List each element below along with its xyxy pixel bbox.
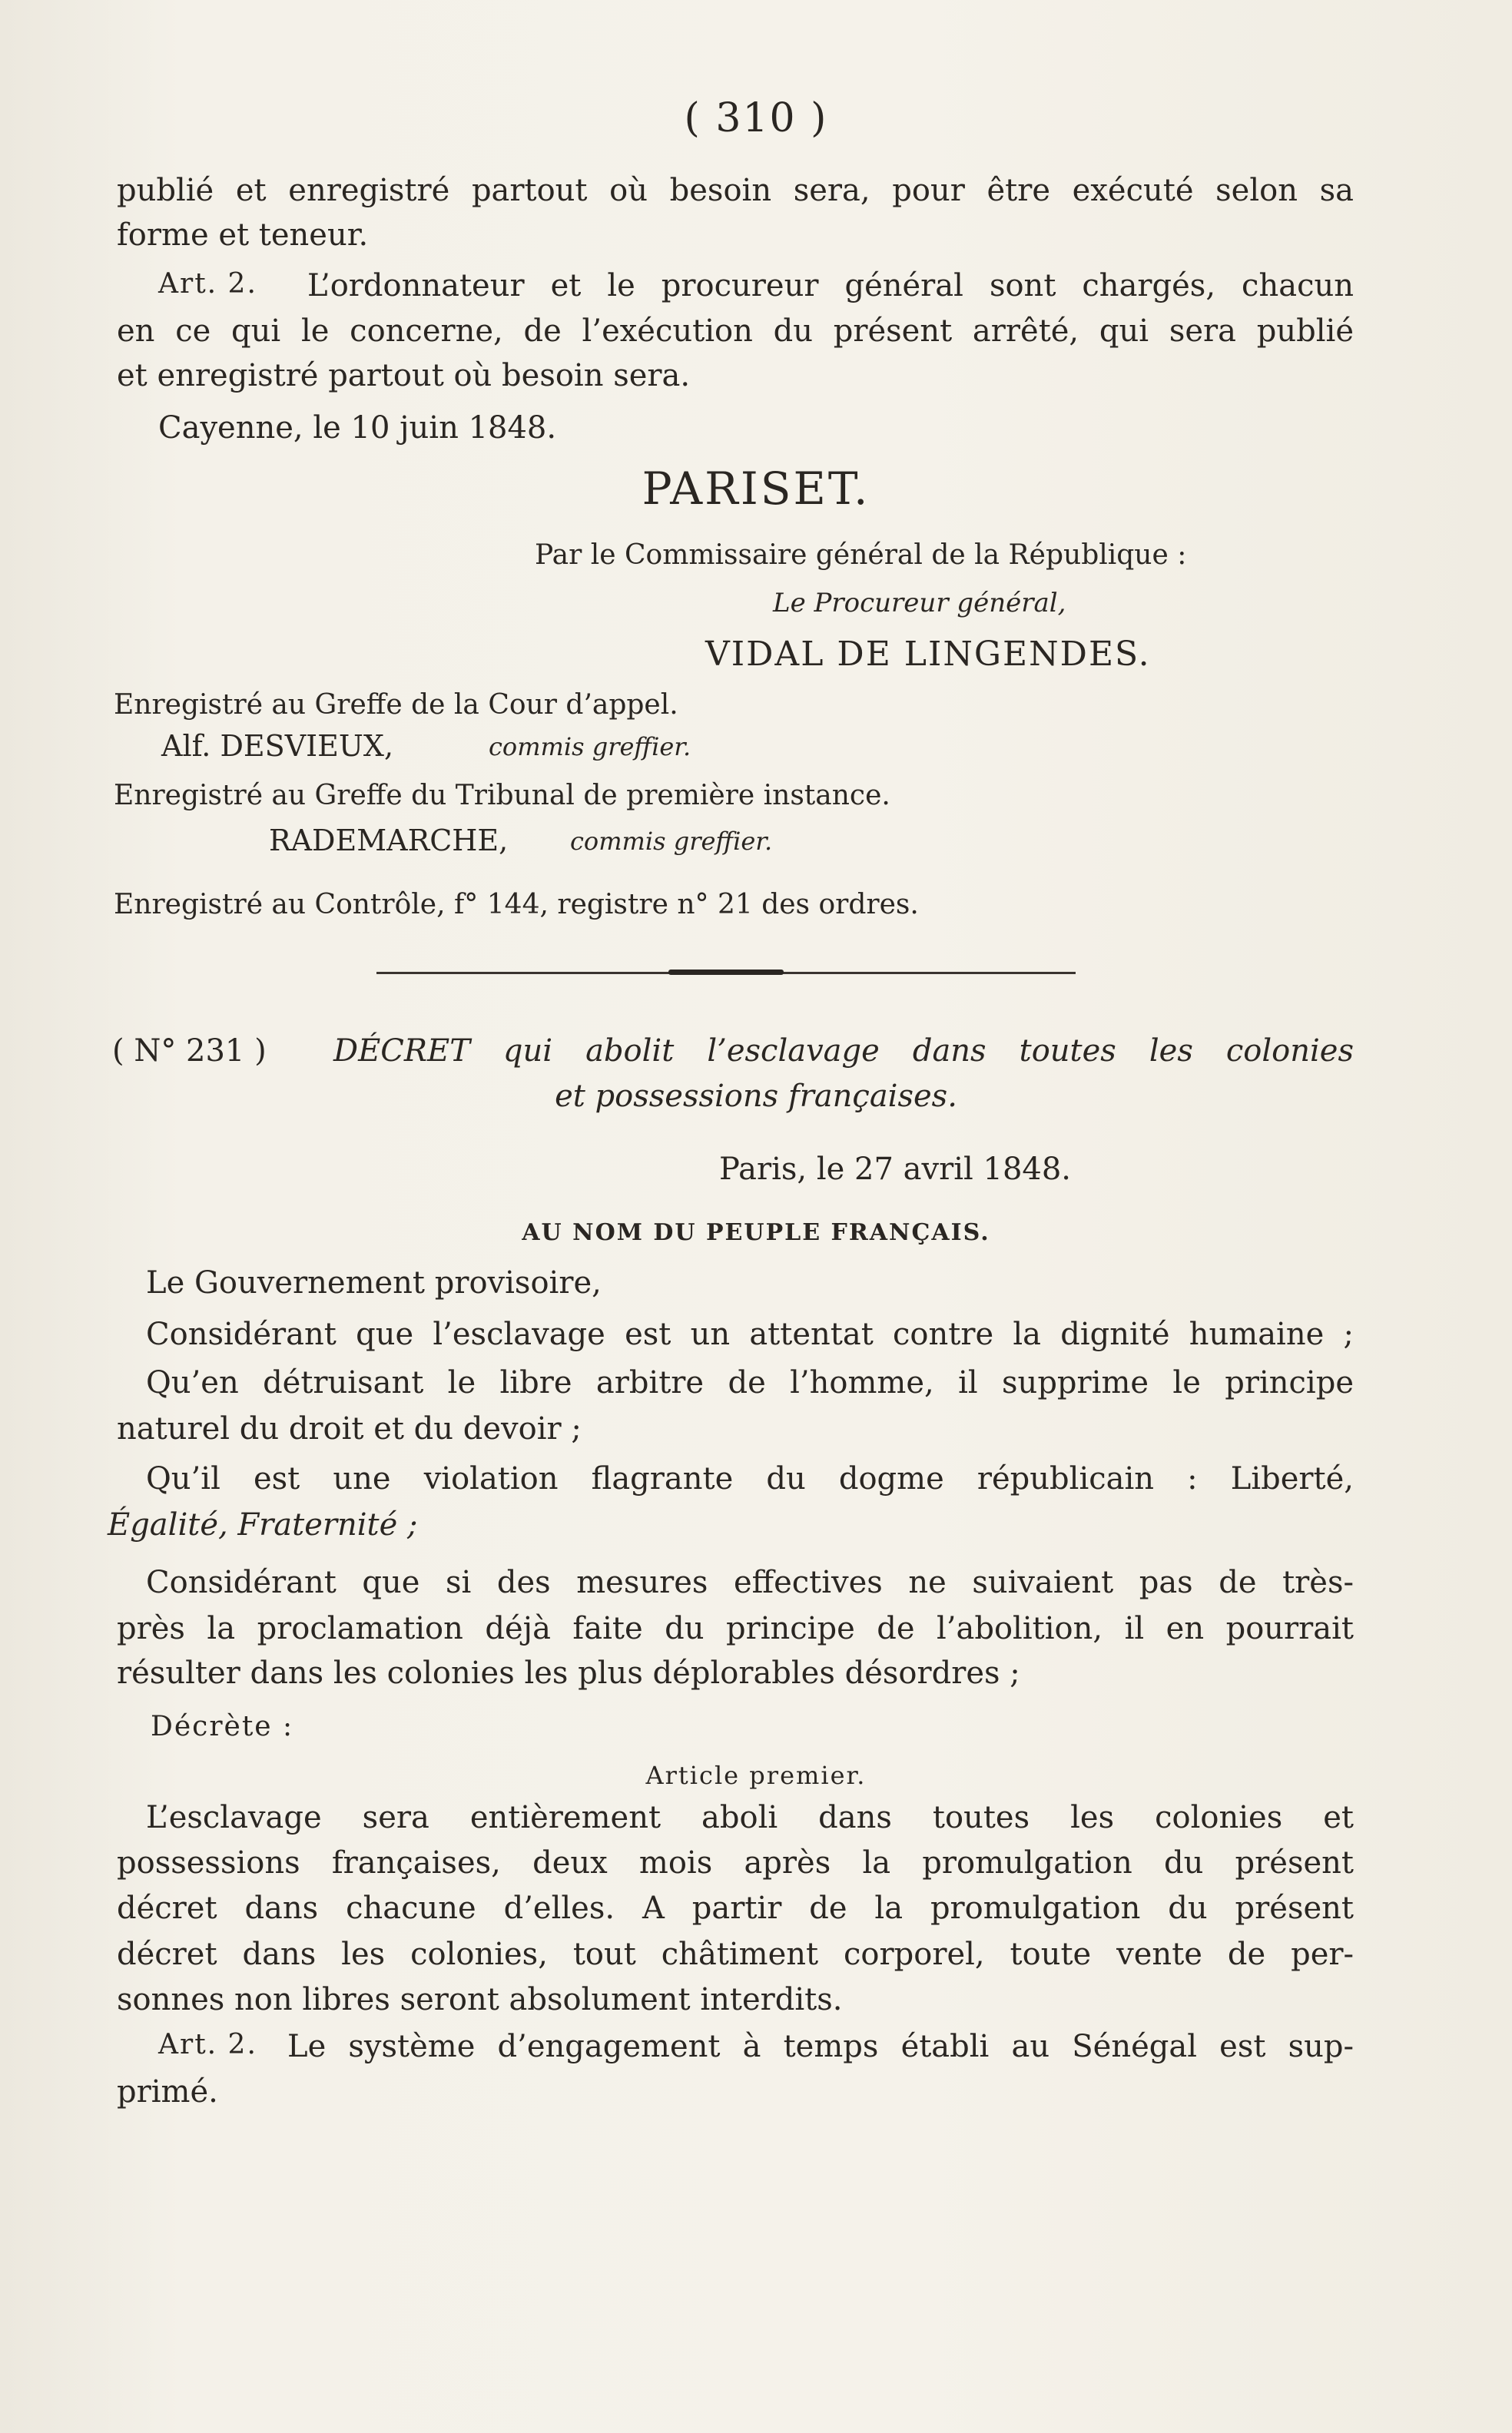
decree-title: et possessions françaises. xyxy=(555,1079,957,1114)
registration-line: Enregistré au Contrôle, f° 144, registre n° 21 des ordres. xyxy=(114,889,919,920)
section-divider-ornament xyxy=(668,970,784,975)
decree-number: ( N° 231 ) xyxy=(112,1033,267,1069)
preamble-line: Le Gouvernement provisoire, xyxy=(146,1265,602,1301)
clerk-title: commis greffier. xyxy=(489,732,691,761)
article-line: possessions françaises, deux mois après la promulgation du présent xyxy=(117,1845,1354,1881)
body-line: forme et teneur. xyxy=(117,217,369,253)
article-line: L’esclavage sera entièrement aboli dans toutes les colonies et xyxy=(146,1800,1354,1835)
preamble-line: près la proclamation déjà faite du principe de l’abolition, il en pourrait xyxy=(117,1611,1354,1646)
clerk-name: RADEMARCHE, xyxy=(269,824,509,857)
registration-line: Enregistré au Greffe du Tribunal de première instance. xyxy=(114,780,890,811)
clerk-name: Alf. DESVIEUX, xyxy=(161,729,394,763)
registration-line: Enregistré au Greffe de la Cour d’appel. xyxy=(114,689,678,721)
article-label: Art. 2. xyxy=(158,2029,257,2060)
decree-date: Paris, le 27 avril 1848. xyxy=(719,1152,1072,1187)
decree-title: DÉCRET qui abolit l’esclavage dans toutes les colonies xyxy=(333,1033,1354,1069)
preamble-line: Qu’il est une violation flagrante du dogme républicain : Liberté, xyxy=(146,1461,1354,1497)
decrete-label: Décrète : xyxy=(151,1711,294,1742)
preamble-line: Égalité, Fraternité ; xyxy=(108,1507,418,1543)
body-line: en ce qui le concerne, de l’exécution du présent arrêté, qui sera publié xyxy=(117,313,1354,349)
procureur-name: VIDAL DE LINGENDES. xyxy=(705,635,1151,674)
article-line: primé. xyxy=(117,2074,218,2110)
place-date: Cayenne, le 10 juin 1848. xyxy=(158,410,557,446)
article-line: sonnes non libres seront absolument interdits. xyxy=(117,1982,843,2017)
signatory-name: PARISET. xyxy=(642,462,870,515)
preamble-line: Considérant que si des mesures effectives ne suivaient pas de très- xyxy=(146,1565,1354,1600)
preamble-line: résulter dans les colonies les plus déplorables désordres ; xyxy=(117,1656,1020,1691)
article-line: décret dans les colonies, tout châtiment corporel, toute vente de per- xyxy=(117,1937,1354,1972)
article-line: décret dans chacune d’elles. A partir de la promulgation du présent xyxy=(117,1891,1354,1926)
procureur-title: Le Procureur général, xyxy=(773,588,1066,618)
preamble-line: Considérant que l’esclavage est un attentat contre la dignité humaine ; xyxy=(146,1317,1354,1352)
article-heading: Article premier. xyxy=(645,1761,867,1790)
clerk-title: commis greffier. xyxy=(570,827,773,856)
preamble-line: naturel du droit et du devoir ; xyxy=(117,1411,582,1447)
preamble-line: Qu’en détruisant le libre arbitre de l’homme, il supprime le principe xyxy=(146,1365,1354,1400)
body-line: L’ordonnateur et le procureur général sont chargés, chacun xyxy=(307,268,1354,303)
by-order-line: Par le Commissaire général de la République : xyxy=(535,539,1187,571)
article-line: Le système d’engagement à temps établi au Sénégal est sup- xyxy=(287,2029,1354,2064)
body-line: et enregistré partout où besoin sera. xyxy=(117,358,691,393)
nation-heading: AU NOM DU PEUPLE FRANÇAIS. xyxy=(522,1219,990,1246)
page-number: ( 310 ) xyxy=(684,95,828,141)
body-line: publié et enregistré partout où besoin sera, pour être exécuté selon sa xyxy=(117,173,1354,208)
article-label: Art. 2. xyxy=(158,268,257,300)
